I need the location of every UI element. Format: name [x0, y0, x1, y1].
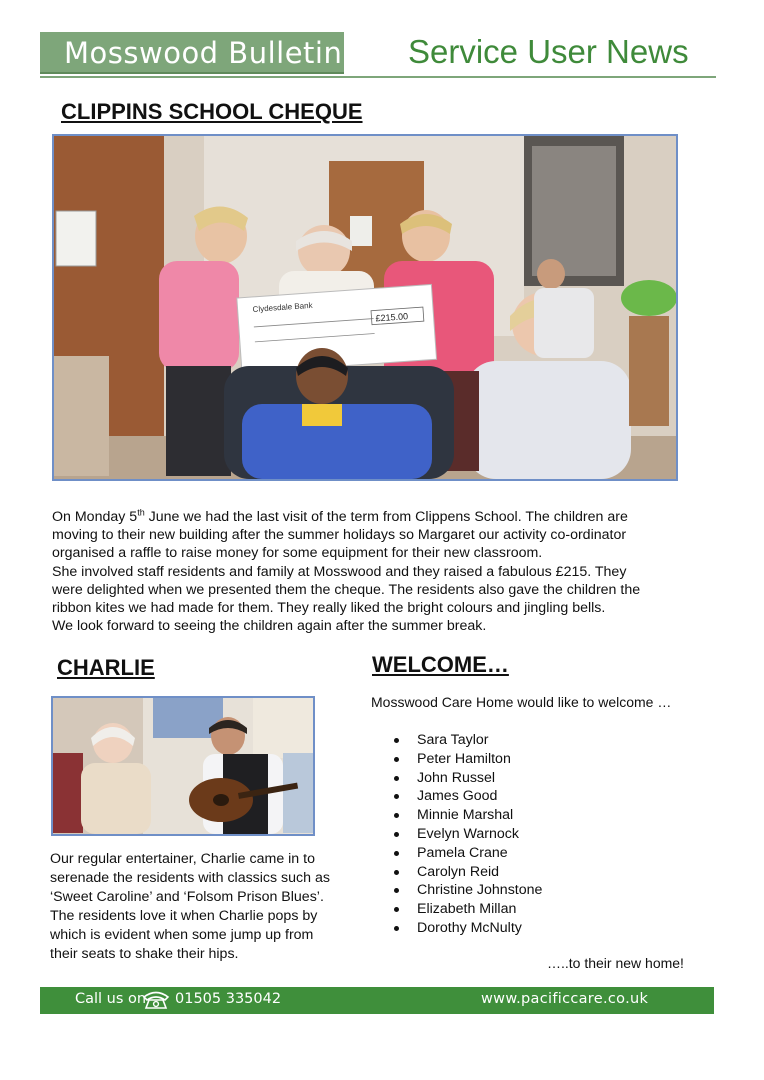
- list-item: Pamela Crane: [391, 844, 542, 863]
- brand-title: Mosswood Bulletin: [64, 36, 343, 70]
- charlie-performance-photo: [51, 696, 315, 836]
- paragraph-line: She involved staff residents and family at Mosswood and they raised a fabulous £215. They: [52, 563, 627, 580]
- paragraph-line: were delighted when we presented them the cheque. The residents also gave the children the: [52, 581, 641, 598]
- cheque-amount: £215.00: [375, 311, 409, 324]
- telephone-icon: [142, 990, 170, 1010]
- list-item: Sara Taylor: [391, 731, 542, 750]
- paragraph-line: which is evident when some jump up from: [50, 927, 314, 943]
- list-item: Carolyn Reid: [391, 863, 542, 882]
- footer-phone-number[interactable]: 01505 335042: [175, 991, 282, 1007]
- list-item: Peter Hamilton: [391, 750, 542, 769]
- paragraph-line: We look forward to seeing the children again after the summer break.: [52, 618, 487, 635]
- cheque-bank-label: Clydesdale Bank: [252, 300, 313, 314]
- list-item: James Good: [391, 787, 542, 806]
- article-title-charlie: CHARLIE: [57, 655, 155, 680]
- paragraph-line: their seats to shake their hips.: [50, 946, 239, 962]
- paragraph-line: On Monday 5th June we had the last visit of the term from Clippens School. The children are: [52, 507, 628, 525]
- footer-website-link[interactable]: www.pacificcare.co.uk: [481, 991, 649, 1007]
- paragraph-line: serenade the residents with classics such as: [50, 870, 330, 886]
- list-item: Evelyn Warnock: [391, 825, 542, 844]
- section-title: Service User News: [408, 33, 689, 70]
- list-item: John Russel: [391, 769, 542, 788]
- list-item: Minnie Marshal: [391, 806, 542, 825]
- cheque-presentation-photo: [52, 134, 678, 481]
- footer-call-label: Call us on: [75, 991, 147, 1007]
- welcome-outro: …..to their new home!: [547, 955, 684, 971]
- paragraph-line: ‘Sweet Caroline’ and ‘Folsom Prison Blues’.: [50, 889, 324, 905]
- cheque-article-body: [52, 508, 712, 635]
- paragraph-line: ribbon kites we had made for them. They really liked the bright colours and jingling bells.: [52, 600, 606, 617]
- charlie-photo-illustration: [53, 698, 313, 834]
- list-item: Christine Johnstone: [391, 881, 542, 900]
- welcome-name-list: [391, 731, 542, 938]
- list-item: Elizabeth Millan: [391, 900, 542, 919]
- charlie-article-body: [50, 850, 362, 964]
- paragraph-line: moving to their new building after the summer holidays so Margaret our activity co-ordinator: [52, 527, 627, 544]
- cheque-photo-illustration: [54, 136, 676, 479]
- paragraph-line: organised a raffle to raise money for some equipment for their new classroom.: [52, 545, 543, 562]
- paragraph-line: The residents love it when Charlie pops by: [50, 908, 318, 924]
- list-item: Dorothy McNulty: [391, 919, 542, 938]
- article-title-welcome: WELCOME…: [372, 652, 509, 677]
- welcome-intro: Mosswood Care Home would like to welcome …: [371, 694, 672, 710]
- header-divider: [40, 76, 716, 78]
- article-title-cheque: CLIPPINS SCHOOL CHEQUE: [61, 99, 363, 124]
- paragraph-line: Our regular entertainer, Charlie came in to: [50, 851, 315, 867]
